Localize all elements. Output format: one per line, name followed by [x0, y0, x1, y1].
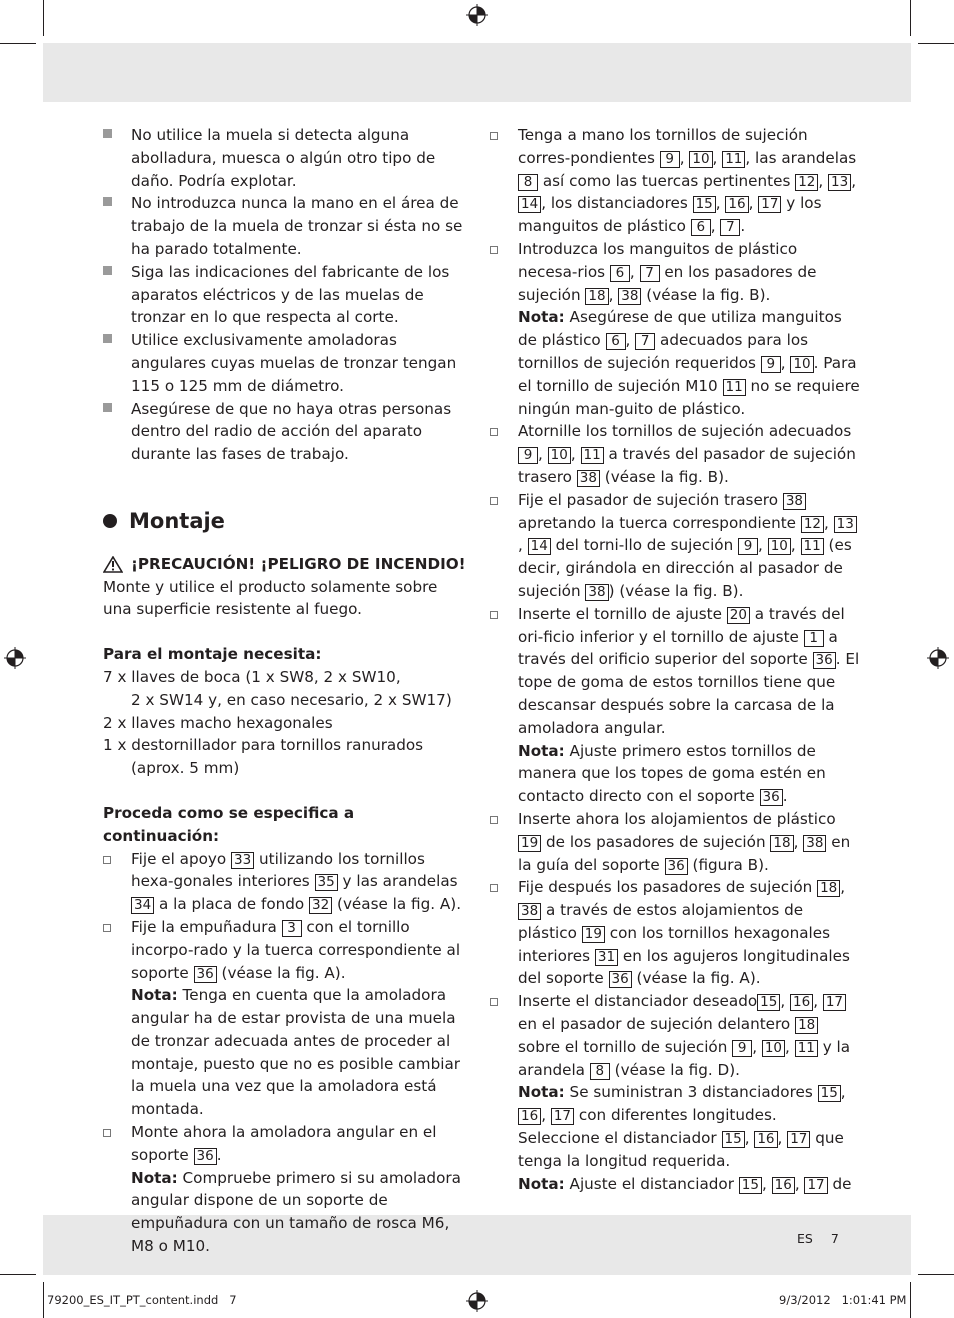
- part-ref: 15: [739, 1177, 762, 1194]
- checkbox-bullet-icon: [490, 816, 498, 824]
- text-run: (es decir, girándola en dirección al pasador de sujeción: [518, 536, 852, 600]
- square-bullet-icon: [103, 129, 112, 138]
- part-ref: 18: [770, 835, 793, 852]
- checkbox-bullet-icon: [490, 246, 498, 254]
- text-run: Tenga en cuenta que la amoladora angular ha de estar provista de una muela de tronzar adecuada antes de proceder al montaje, puesto que no es posible cambiar la muela una vez que la amoladora está montada.: [131, 986, 461, 1119]
- part-ref: 11: [801, 538, 824, 555]
- part-ref: 38: [518, 903, 541, 920]
- note-label: Nota:: [518, 741, 565, 760]
- text-run: Siga las indicaciones del fabricante de los aparatos eléctricos y de las muelas de tronzar en lo que respecta al corte.: [131, 262, 450, 327]
- part-ref: 10: [689, 151, 712, 168]
- text-run: .: [216, 1145, 222, 1164]
- text-run: Inserte ahora los alojamientos de plástico: [518, 809, 836, 828]
- registration-mark-icon: [466, 4, 488, 26]
- part-ref: 19: [582, 926, 605, 943]
- part-ref: 3: [282, 920, 302, 937]
- tool-line: 2 x SW14 y, en caso necesario, 2 x SW17): [131, 690, 452, 709]
- crop-mark: [43, 0, 44, 36]
- part-ref: 8: [518, 174, 538, 191]
- part-ref: 38: [585, 584, 608, 601]
- part-ref: 15: [818, 1085, 841, 1102]
- checkbox-bullet-icon: [103, 856, 111, 864]
- text-run: en el pasador de sujeción delantero: [518, 1015, 796, 1034]
- part-ref: 13: [834, 516, 857, 533]
- square-bullet-icon: [103, 197, 112, 206]
- text-run: con el tornillo incorpo-rado y la tuerca correspondiente al soporte: [131, 917, 461, 982]
- header-band: [43, 43, 911, 102]
- text-run: No introduzca nunca la mano en el área de trabajo de la muela de tronzar si ésta no se ha parado totalmente.: [131, 194, 463, 258]
- part-ref: 16: [518, 1108, 541, 1125]
- part-ref: 19: [518, 835, 541, 852]
- text-run: ¡PRECAUCIÓN! ¡PELIGRO DE INCENDIO!: [131, 554, 466, 573]
- text-run: . El tope de goma de estos tornillos tiene que descansar después sobre la carcasa de la amoladora angular.: [518, 650, 860, 737]
- crop-mark: [918, 1274, 954, 1275]
- note-label: Nota:: [518, 308, 565, 327]
- step-item: Tenga a mano los tornillos de sujeción corres-pondientes 9 , 10 , 11 , las arandelas 8 así como las tuercas pertinentes 12 , 13 , 14 , los distanciadores 15 , 16 , 17 y los manguitos de plástico 6 , 7 .: [490, 124, 860, 238]
- text-run: y la arandela: [518, 1037, 851, 1079]
- bullet-item: [103, 398, 468, 466]
- square-bullet-icon: [103, 403, 112, 412]
- text-run: a través del orificio superior del soporte: [518, 627, 838, 669]
- bullet-item: [103, 192, 468, 260]
- part-ref: 15: [722, 1131, 745, 1148]
- text-run: a la placa de fondo: [154, 895, 309, 914]
- crop-mark: [0, 43, 36, 44]
- note-label: Nota:: [518, 1174, 565, 1193]
- step-item: Fije el pasador de sujeción trasero 38 apretando la tuerca correspondiente 12 , 13, 14 del torni-llo de sujeción 9 , 10 , 11 (es decir, girándola en dirección al pasador de sujeción 38 ) (véase la fig. B).: [490, 489, 860, 603]
- text-run: con diferentes longitudes. Seleccione el distanciador: [518, 1106, 777, 1148]
- part-ref: 36: [609, 971, 632, 988]
- text-run: Introduzca los manguitos de plástico necesa-rios: [518, 239, 798, 281]
- part-ref: 10: [762, 1040, 785, 1057]
- text-run: (véase la fig. D).: [609, 1060, 740, 1079]
- text-run: Fije la empuñadura: [131, 917, 282, 936]
- text-run: No utilice la muela si detecta alguna abolladura, muesca o algún otro tipo de daño. Podría explotar.: [131, 126, 436, 190]
- text-run: Fije el pasador de sujeción trasero: [518, 490, 783, 509]
- right-column: [490, 124, 860, 1195]
- text-run: Ajuste primero estos tornillos de manera que los topes de goma estén en contacto directo con el soporte: [518, 741, 826, 806]
- text-run: .: [782, 787, 788, 806]
- text-run: Asegúrese de que utiliza manguitos de plástico: [518, 308, 842, 350]
- part-ref: 6: [606, 333, 626, 350]
- text-run: , los distanciadores: [541, 194, 693, 213]
- tool-line: (aprox. 5 mm): [131, 759, 240, 778]
- crop-mark: [0, 1274, 36, 1275]
- text-run: a través del pasador de sujeción trasero: [518, 445, 856, 486]
- text-run: a través de estos alojamientos de plástico: [518, 901, 804, 942]
- text-run: (véase la fig. B).: [599, 467, 729, 486]
- bullet-item: [103, 261, 468, 329]
- step-item: [103, 916, 468, 1121]
- text-run: utilizando los tornillos hexa-gonales interiores: [131, 849, 425, 891]
- part-ref: 16: [772, 1177, 795, 1194]
- part-ref: 36: [194, 966, 217, 983]
- text-run: así como las tuercas pertinentes: [538, 171, 796, 190]
- part-ref: 36: [665, 858, 688, 875]
- text-run: Atornille los tornillos de sujeción adecuados: [518, 422, 852, 441]
- note-label: Nota:: [131, 986, 178, 1005]
- text-run: Tenga a mano los tornillos de sujeción corres-pondientes: [518, 126, 808, 167]
- part-ref: 15: [693, 196, 716, 213]
- text-run: y las arandelas: [337, 872, 458, 891]
- text-run: Inserte el tornillo de ajuste: [518, 604, 727, 623]
- square-bullet-icon: [103, 266, 112, 275]
- text-run: Utilice exclusivamente amoladoras angulares cuyas muelas de tronzar tengan 115 o 125 mm de diámetro.: [131, 331, 457, 395]
- text-run: .: [740, 217, 746, 236]
- checkbox-bullet-icon: [490, 998, 498, 1006]
- part-ref: 38: [783, 493, 806, 510]
- text-run: . Para el tornillo de sujeción M10: [518, 353, 857, 395]
- part-ref: 7: [640, 265, 660, 282]
- text-run: Inserte el distanciador deseado: [518, 992, 758, 1011]
- part-ref: 9: [732, 1040, 752, 1057]
- checkbox-bullet-icon: [490, 884, 498, 892]
- section-heading: [103, 510, 468, 533]
- tool-line: 7 x llaves de boca (1 x SW8, 2 x SW10,: [103, 667, 401, 686]
- step-item: Fije después los pasadores de sujeción 18 , 38 a través de estos alojamientos de plástico 19 con los tornillos hexagonales interiores 31 en los agujeros longitudinales del soporte 36 (véase la fig. A).: [490, 876, 860, 990]
- part-ref: 7: [720, 219, 740, 236]
- tool-line: 2 x llaves macho hexagonales: [103, 713, 333, 732]
- part-ref: 10: [790, 356, 813, 373]
- left-column: [103, 124, 468, 1258]
- text-run: Asegúrese de que no haya otras personas dentro del radio de acción del aparato durante las fases de trabajo.: [131, 399, 452, 464]
- part-ref: 9: [518, 447, 538, 464]
- step-item: Inserte ahora los alojamientos de plástico 19 de los pasadores de sujeción 18 , 38 en la guía del soporte 36 (figura B).: [490, 808, 860, 876]
- square-bullet-icon: [103, 334, 112, 343]
- part-ref: 17: [787, 1131, 810, 1148]
- part-ref: 13: [828, 174, 851, 191]
- part-ref: 14: [518, 196, 541, 213]
- registration-mark-icon: [466, 1290, 488, 1312]
- checkbox-bullet-icon: [103, 1129, 111, 1137]
- part-ref: 18: [585, 288, 608, 305]
- part-ref: 17: [823, 994, 846, 1011]
- part-ref: 8: [590, 1063, 610, 1080]
- checkbox-bullet-icon: [490, 132, 498, 140]
- part-ref: 32: [309, 897, 332, 914]
- part-ref: 12: [801, 516, 824, 533]
- part-ref: 11: [722, 151, 745, 168]
- part-ref: 38: [803, 835, 826, 852]
- crop-mark: [910, 1282, 911, 1318]
- text-run: (véase la fig. B).: [641, 285, 771, 304]
- bullet-item: [103, 124, 468, 192]
- text-run: sobre el tornillo de sujeción: [518, 1037, 733, 1056]
- warning-title: [103, 553, 468, 576]
- text-run: (véase la fig. A).: [631, 969, 761, 988]
- text-run: adecuados para los tornillos de sujeción requeridos: [518, 331, 809, 372]
- part-ref: 11: [581, 447, 604, 464]
- part-ref: 17: [758, 196, 781, 213]
- part-ref: 16: [725, 196, 748, 213]
- text-run: (véase la fig. A).: [216, 963, 346, 982]
- text-run: no se requiere ningún man-guito de plástico.: [518, 376, 860, 418]
- text-run: en los agujeros longitudinales del soporte: [518, 946, 850, 988]
- part-ref: 33: [231, 852, 254, 869]
- text-run: a través del ori-ficio inferior y el tornillo de ajuste: [518, 604, 845, 646]
- part-ref: 15: [757, 994, 780, 1011]
- crop-mark: [918, 43, 954, 44]
- part-ref: 6: [610, 265, 630, 282]
- text-run: que tenga la longitud requerida.: [518, 1129, 844, 1170]
- bullet-item: [103, 329, 468, 397]
- crop-mark: [910, 0, 911, 36]
- part-ref: 7: [635, 333, 655, 350]
- part-ref: 36: [813, 652, 836, 669]
- part-ref: 17: [804, 1177, 827, 1194]
- part-ref: 34: [131, 897, 154, 914]
- part-ref: 17: [551, 1108, 574, 1125]
- heading-dot-icon: [103, 514, 117, 528]
- part-ref: 1: [804, 630, 824, 647]
- part-ref: 11: [795, 1040, 818, 1057]
- part-ref: 10: [548, 447, 571, 464]
- print-date: 9/3/2012 1:01:41 PM: [779, 1293, 907, 1307]
- part-ref: 36: [760, 789, 783, 806]
- text-run: Monte ahora la amoladora angular en el soporte: [131, 1123, 437, 1164]
- needs-title: Para el montaje necesita:: [103, 645, 322, 664]
- part-ref: 6: [691, 219, 711, 236]
- step-item: Inserte el distanciador deseado 15 , 16 , 17 en el pasador de sujeción delantero 18 sobre el tornillo de sujeción 9 , 10 , 11 y la arandela 8 (véase la fig. D). Nota: Se suministran 3 distanciadores 15 , 16 , 17 con diferentes longitudes. Seleccione el distanciador 15 , 16 , 17 que tenga la longitud requerida. Nota: Ajuste el distanciador 15 , 16 , 17 de: [490, 990, 860, 1195]
- part-ref: 14: [528, 538, 551, 555]
- note-label: Nota:: [131, 1168, 178, 1187]
- part-ref: 38: [577, 470, 600, 487]
- text-run: ES: [797, 1231, 813, 1246]
- text-run: Se suministran 3 distanciadores: [564, 1083, 818, 1102]
- text-run: , las arandelas: [745, 148, 857, 167]
- part-ref: 31: [595, 949, 618, 966]
- text-run: apretando la tuerca correspondiente: [518, 513, 801, 532]
- part-ref: 16: [790, 994, 813, 1011]
- tool-line: 1 x destornillador para tornillos ranurados: [103, 736, 424, 755]
- checkbox-bullet-icon: [103, 924, 111, 932]
- checkbox-bullet-icon: [490, 497, 498, 505]
- step-item: [490, 603, 860, 808]
- text-run: del torni-llo de sujeción: [550, 536, 739, 555]
- part-ref: 9: [660, 151, 680, 168]
- warning-text: Monte y utilice el producto solamente sobre una superficie resistente al fuego.: [103, 577, 438, 619]
- checkbox-bullet-icon: [490, 611, 498, 619]
- part-ref: 38: [618, 288, 641, 305]
- text-run: (figura B).: [687, 855, 769, 874]
- part-ref: 18: [795, 1017, 818, 1034]
- text-run: en los pasadores de sujeción: [518, 262, 817, 304]
- page-number: [797, 1231, 839, 1246]
- text-run: 7: [830, 1231, 839, 1246]
- part-ref: 9: [761, 356, 781, 373]
- part-ref: 18: [817, 880, 840, 897]
- registration-mark-icon: [927, 647, 949, 669]
- checkbox-bullet-icon: [490, 428, 498, 436]
- step-item: Atornille los tornillos de sujeción adecuados 9 , 10 , 11 a través del pasador de sujeción trasero 38 (véase la fig. B).: [490, 420, 860, 488]
- crop-mark: [43, 1282, 44, 1318]
- part-ref: 16: [754, 1131, 777, 1148]
- step-item: [103, 1121, 468, 1258]
- file-info: 79200_ES_IT_PT_content.indd 7: [47, 1293, 237, 1307]
- text-run: y los manguitos de plástico: [518, 194, 822, 236]
- text-run: Fije después los pasadores de sujeción: [518, 878, 818, 897]
- text-run: en la guía del soporte: [518, 832, 851, 874]
- part-ref: 12: [795, 174, 818, 191]
- text-run: de los pasadores de sujeción: [541, 832, 771, 851]
- registration-mark-icon: [4, 647, 26, 669]
- text-run: Fije el apoyo: [131, 849, 231, 868]
- proceed-title: Proceda como se especifica a continuación:: [103, 803, 355, 845]
- step-item: [103, 848, 468, 916]
- part-ref: 10: [768, 538, 791, 555]
- part-ref: 20: [727, 607, 750, 624]
- part-ref: 9: [738, 538, 758, 555]
- note-label: Nota:: [518, 1083, 565, 1102]
- text-run: Ajuste el distanciador: [564, 1174, 739, 1193]
- warning-triangle-icon: [103, 556, 123, 573]
- step-item: Introduzca los manguitos de plástico necesa-rios 6 , 7 en los pasadores de sujeción 18 , 38 (véase la fig. B). Nota: Asegúrese de que utiliza manguitos de plástico 6 , 7 adecuados para los tornillos de sujeción requeridos 9 , 10 . Para el tornillo de sujeción M10 11 no se requiere ningún man-guito de plástico.: [490, 238, 860, 420]
- text-run: con los tornillos hexagonales interiores: [518, 923, 830, 965]
- text-run: Compruebe primero si su amoladora angular dispone de un soporte de empuñadura con un tamaño de rosca M6, M8 o M10.: [131, 1168, 461, 1256]
- text-run: ) (véase la fig. B).: [608, 581, 744, 600]
- part-ref: 36: [194, 1148, 217, 1165]
- text-run: (véase la fig. A).: [332, 895, 462, 914]
- part-ref: 35: [315, 874, 338, 891]
- text-run: Montaje: [129, 508, 225, 533]
- part-ref: 11: [723, 379, 746, 396]
- text-run: de: [827, 1174, 852, 1193]
